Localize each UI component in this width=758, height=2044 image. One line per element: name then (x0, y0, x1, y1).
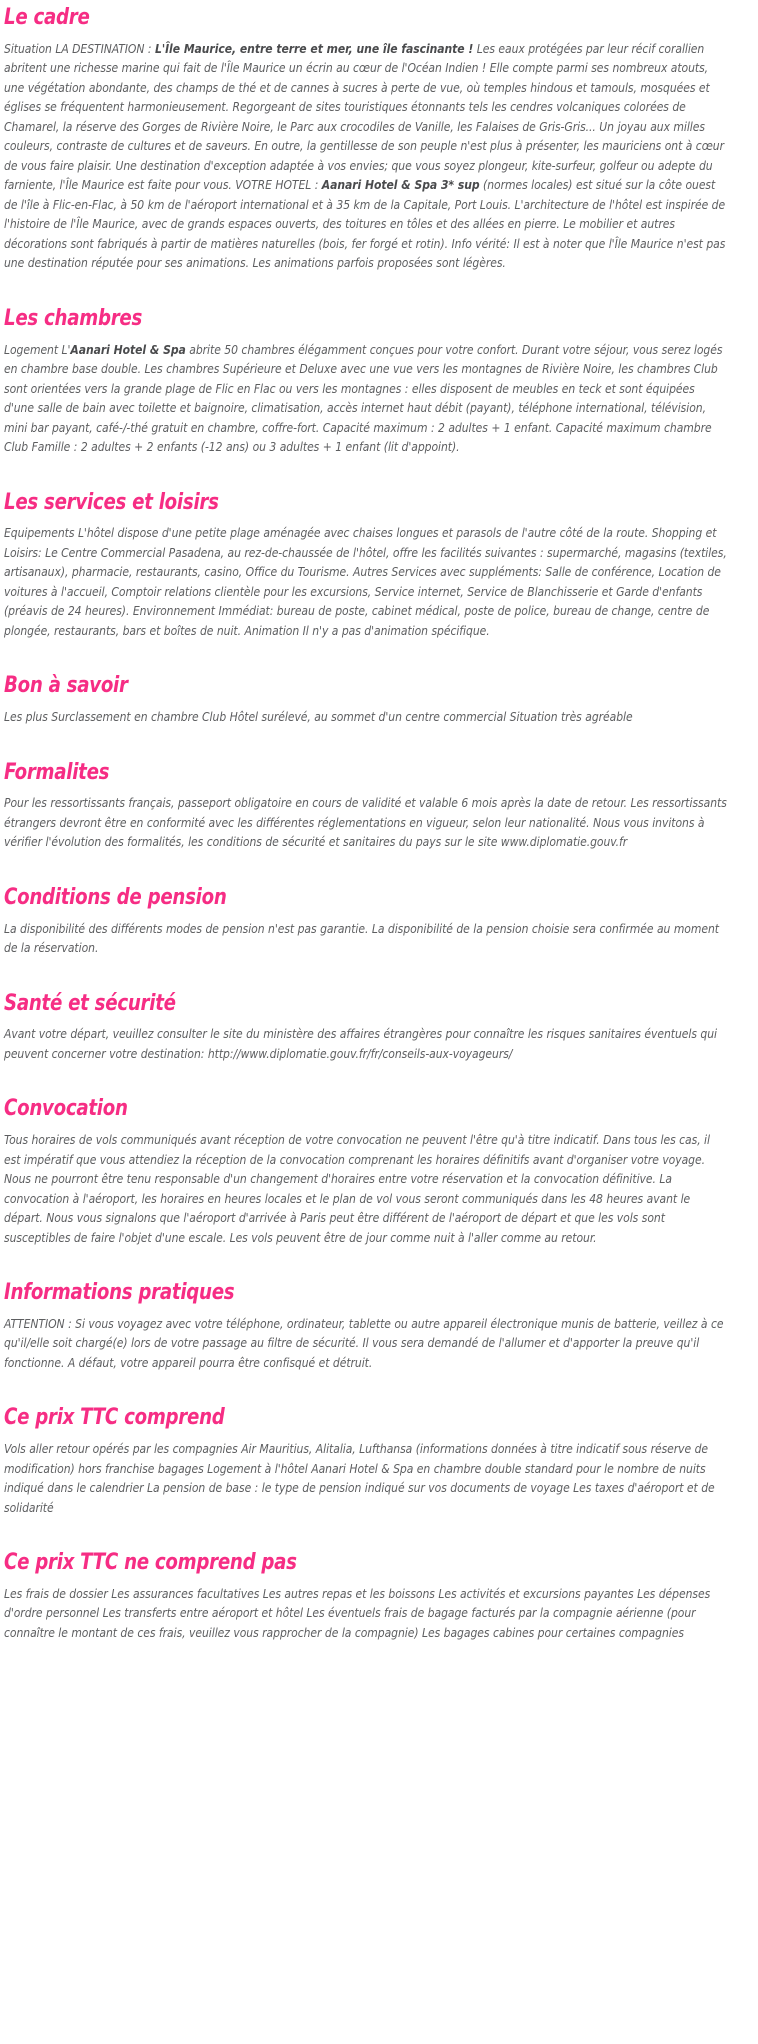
section-heading-conditions-de-pension: Conditions de pension (4, 884, 227, 910)
paragraph (4, 523, 728, 640)
sections-container (4, 0, 750, 1676)
paragraph (4, 707, 728, 727)
section-heading-les-services-et-loisirs: Les services et loisirs (4, 489, 219, 515)
paragraph (4, 340, 728, 457)
text-run: Les plus Surclassement en chambre Club Hôtel surélevé, au sommet d'un centre commercial Situation très agréable (4, 709, 633, 724)
emphasis-text: Aanari Hotel & Spa 3* sup (321, 177, 480, 193)
text-run: ATTENTION : Si vous voyagez avec votre téléphone, ordinateur, tablette ou autre appareil électronique munis de batterie, veillez à ce qu'il/elle soit chargé(e) lors de votre passage au filtre de sécurité. Il vous sera demandé de l'allumer et d'apporter la preuve qu'il fonctionne. A défaut, votre appareil pourra être confisqué et détruit. (4, 1315, 724, 1370)
section-spacer (4, 273, 750, 307)
paragraph (4, 919, 728, 958)
emphasis-text: L'Île Maurice, entre terre et mer, une île fascinante ! (154, 40, 474, 56)
section-spacer (4, 1517, 750, 1551)
section-spacer (4, 1247, 750, 1281)
paragraph (4, 1314, 728, 1373)
section-spacer (4, 852, 750, 886)
section-conditions-de-pension (4, 886, 750, 992)
text-run: Situation LA DESTINATION : (4, 40, 155, 56)
paragraph (4, 1130, 728, 1247)
section-spacer (4, 958, 750, 992)
text-run: La disponibilité des différents modes de pension n'est pas garantie. La disponibilité de la pension choisie sera confirmée au moment de la réservation. (4, 920, 719, 955)
section-les-services-et-loisirs (4, 491, 750, 675)
text-run: Tous horaires de vols communiqués avant réception de votre convocation ne peuvent l'être qu'à titre indicatif. Dans tous les cas, il est impératif que vous attendiez la réception de la convocation comprenant les horaires définitifs avant d'organiser votre voyage. Nous ne pourront être tenu responsable d'un changement d'horaires entre votre réservation et la convocation définitive. La convocation à l'aéroport, les horaires en heures locales et le plan de vol vous seront communiqués dans les 48 heures avant le départ. Nous vous signalons que l'aéroport d'arrivée à Paris peut être différent de l'aéroport de départ et que les vols sont susceptibles de faire l'objet d'une escale. Les vols peuvent être de jour comme nuit à l'aller comme au retour. (4, 1132, 710, 1245)
text-run: (normes locales) est situé sur la côte ouest de l'île à Flic-en-Flac, à 50 km de l'aéroport international et à 35 km de la Capitale, Port Louis. L'architecture de l'hôtel est inspirée de l'histoire de l'Île Maurice, avec de grands espaces ouverts, des toitures en tôles et des allées en pierre. Le mobilier et autres décorations sont fabriqués à partir de matières naturelles (bois, fer forgé et rotin). Info vérité: Il est à noter que l'Île Maurice n'est pas une destination réputée pour ses animations. Les animations parfois proposées sont légères. (4, 177, 726, 271)
section-sante-et-securite (4, 992, 750, 1098)
section-spacer (4, 640, 750, 674)
section-heading-ce-prix-ttc-ne-comprend-pas: Ce prix TTC ne comprend pas (4, 1550, 297, 1575)
paragraph (4, 1584, 728, 1643)
text-run: Les frais de dossier Les assurances facultatives Les autres repas et les boissons Les activités et excursions payantes Les dépenses d'ordre personnel Les transferts entre aéroport et hôtel Les éventuels frais de bagage facturés par la compagnie aérienne (pour connaître le montant de ces frais, veuillez vous rapprocher de la compagnie) Les bagages cabines pour certaines compagnies (4, 1585, 711, 1640)
section-ce-prix-ttc-comprend (4, 1406, 750, 1551)
text-run: Avant votre départ, veuillez consulter le site du ministère des affaires étrangères pour connaître les risques sanitaires éventuels qui peuvent concerner votre destination: http://www.diplomatie.gouv.fr/fr/conseils-aux-voyageurs/ (4, 1026, 718, 1061)
paragraph (4, 1439, 728, 1517)
section-heading-les-chambres: Les chambres (4, 305, 143, 331)
section-heading-informations-pratiques: Informations pratiques (4, 1280, 235, 1305)
section-ce-prix-ttc-ne-comprend-pas (4, 1551, 750, 1676)
paragraph (4, 1024, 728, 1063)
section-heading-le-cadre: Le cadre (4, 5, 90, 30)
section-les-chambres (4, 307, 750, 491)
text-run: Pour les ressortissants français, passeport obligatoire en cours de validité et valable 6 mois après la date de retour. Les ressortissants étrangers devront être en conformité avec les différentes réglementations en vigueur, selon leur nationalité. Nous vous invitons à vérifier l'évolution des formalités, les conditions de sécurité et sanitaires du pays sur le site www.diplomatie.gouv.fr (4, 795, 727, 850)
section-le-cadre (4, 0, 750, 307)
text-run: abrite 50 chambres élégamment conçues pour votre confort. Durant votre séjour, vous serez logés en chambre base double. Les chambres Supérieure et Deluxe avec une vue vers les montagnes de Rivière Noire, les chambres Club sont orientées vers la grande plage de Flic en Flac ou vers les montagnes : elles disposent de meubles en teck et sont équipées d'une salle de bain avec toilette et baignoire, climatisation, accès internet haut débit (payant), téléphone international, télévision, mini bar payant, café-/-thé gratuit en chambre, coffre-fort. Capacité maximum : 2 adultes + 1 enfant. Capacité maximum chambre Club Famille : 2 adultes + 2 enfants (-12 ans) ou 3 adultes + 1 enfant (lit d'appoint). (4, 341, 723, 454)
text-run: Vols aller retour opérés par les compagnies Air Mauritius, Alitalia, Lufthansa (informations données à titre indicatif sous réserve de modification) hors franchise bagages Logement à l'hôtel Aanari Hotel & Spa en chambre double standard pour le nombre de nuits indiqué dans le calendrier La pension de base : le type de pension indiqué sur vos documents de voyage Les taxes d'aéroport et de solidarité (4, 1441, 715, 1515)
text-run: Equipements L'hôtel dispose d'une petite plage aménagée avec chaises longues et parasols de l'autre côté de la route. Shopping et Loisirs: Le Centre Commercial Pasadena, au rez-de-chaussée de l'hôtel, offre les facilités suivantes : supermarché, magasins (textiles, artisanaux), pharmacie, restaurants, casino, Office du Tourisme. Autres Services avec suppléments: Salle de conférence, Location de voitures à l'accueil, Comptoir relations clientèle pour les excursions, Service internet, Service de Blanchisserie et Garde d'enfants (préavis de 24 heures). Environnement Immédiat: bureau de poste, cabinet médical, poste de police, bureau de change, centre de plongée, restaurants, bars et boîtes de nuit. Animation Il n'y a pas d'animation spécifique. (4, 525, 727, 638)
section-heading-sante-et-securite: Santé et sécurité (4, 990, 176, 1016)
section-spacer (4, 457, 750, 491)
text-run: Les eaux protégées par leur récif corallien abritent une richesse marine qui fait de l'Île Maurice un écrin au cœur de l'Océan Indien ! Elle compte parmi ses nombreux atouts, une végétation abondante, des champs de thé et de cannes à sucres à perte de vue, où temples hindous et tamouls, mosquées et églises se fréquentent harmonieusement. Regorgeant de sites touristiques étonnants tels les cendres volcaniques colorées de Chamarel, la réserve des Gorges de Rivière Noire, le Parc aux crocodiles de Vanille, les Falaises de Gris-Gris... Un joyau aux milles couleurs, contraste de cultures et de saveurs. En outre, la gentillesse de son peuple n'est plus à présenter, les mauriciens ont à cœur de vous faire plaisir. Une destination d'exception adaptée à vos envies; que vous soyez plongeur, kite-surfeur, golfeur ou adepte du farniente, l'Île Maurice est faite pour vous. VOTRE HOTEL : (4, 40, 724, 193)
section-spacer (4, 727, 750, 761)
emphasis-text: Aanari Hotel & Spa (70, 341, 186, 357)
section-heading-ce-prix-ttc-comprend: Ce prix TTC comprend (4, 1405, 225, 1431)
section-spacer (4, 1063, 750, 1097)
section-heading-bon-a-savoir: Bon à savoir (4, 673, 128, 699)
section-bon-a-savoir (4, 674, 750, 760)
section-informations-pratiques (4, 1281, 750, 1406)
section-formalites (4, 761, 750, 886)
section-spacer (4, 1372, 750, 1406)
text-run: Logement L' (4, 341, 71, 357)
paragraph (4, 39, 728, 273)
section-spacer (4, 1642, 750, 1676)
section-heading-convocation: Convocation (4, 1096, 128, 1122)
section-convocation (4, 1097, 750, 1281)
section-heading-formalites: Formalites (4, 759, 110, 785)
paragraph (4, 793, 728, 852)
